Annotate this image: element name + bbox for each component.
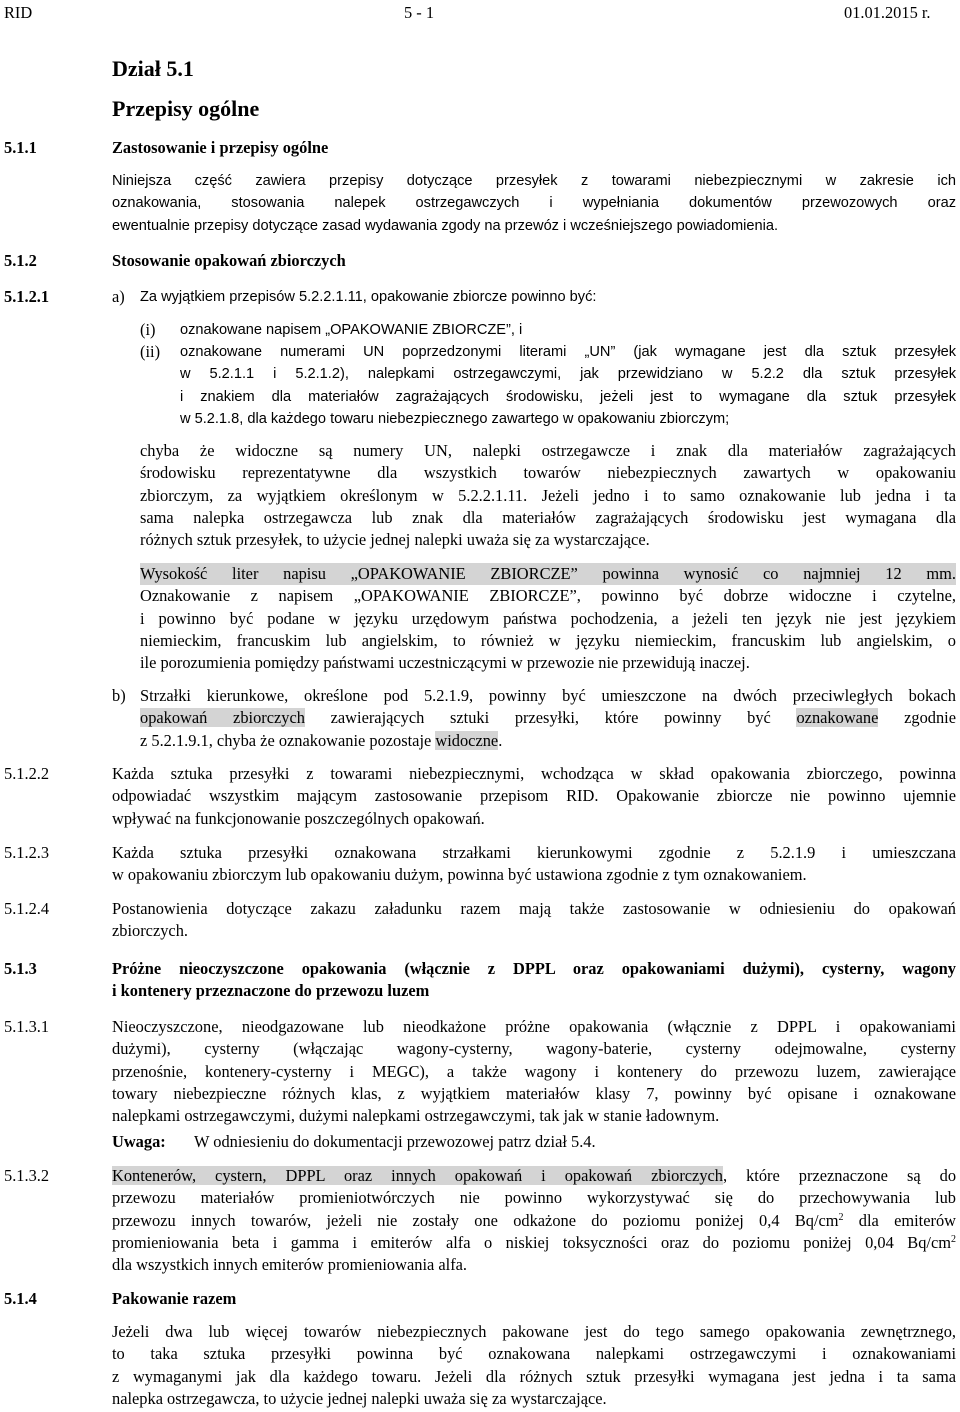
text-line — [112, 1165, 956, 1187]
text-line: odpowiadać wszystkim mającym zastosowanie przepisom RID. Opakowanie zbiorcze nie powinno ujemnie — [112, 786, 956, 806]
section-number: 5.1.2 — [4, 251, 37, 270]
text-line: Oznakowanie z napisem „OPAKOWANIE ZBIORCZE”, powinno być dobrze widoczne i czytelne, — [140, 586, 956, 606]
heading-line: i kontenery przeznaczone do przewozu luzem — [112, 981, 430, 1001]
text-line: chyba że widoczne są numery UN, nalepki ostrzegawcze i znak dla materiałów zagrażających — [140, 441, 956, 460]
section-body — [112, 842, 956, 887]
text-span: dla emiterów — [843, 1210, 956, 1230]
text-span: . — [498, 730, 503, 750]
paragraph — [140, 563, 956, 674]
section-number: 5.1.3.1 — [4, 1017, 50, 1036]
text-line: w opakowaniu zbiorczym lub opakowaniu dużym, powinna być ustawiona zgodnie z tym oznakowaniem. — [112, 865, 807, 885]
list-label: (i) — [140, 320, 156, 339]
section-number: 5.1.2.2 — [4, 764, 50, 783]
text-line: i powinno być podane w języku urzędowym państwa pochodzenia, a jeżeli ten język nie jest językiem — [140, 608, 956, 628]
section-number: 5.1.2.4 — [4, 899, 50, 918]
text-span: z 5.2.1.9.1, chyba że oznakowanie pozostaje — [140, 730, 432, 750]
text-span: promieniowania beta i gamma i emiterów alfa o niskiej toksyczności oraz do poziomu poniżej 0,04 Bq/cm — [112, 1232, 951, 1252]
text-line: oznakowane numerami UN poprzedzonymi literami „UN” (jak wymagane jest dla sztuk przesyłek — [180, 344, 956, 360]
section-body — [112, 1165, 956, 1276]
list-text — [180, 341, 956, 430]
list-text — [140, 685, 956, 752]
section-body — [112, 1321, 956, 1410]
text-line — [112, 1210, 956, 1232]
text-line: nalepkami ostrzegawczymi, dużymi nalepkami ostrzegawczymi, tak jak w stanie ładownym. — [112, 1106, 720, 1126]
text-line: zbiorczym, za wyjątkiem określonym w 5.2.2.1.11. Jeżeli jedno i to samo oznakowanie lub jedna i ta — [140, 485, 956, 505]
text-line — [140, 707, 956, 729]
section-number: 5.1.3.2 — [4, 1166, 50, 1185]
section-number: 5.1.2.3 — [4, 843, 50, 862]
text-line: różnych sztuk przesyłek, to użycie jednej nalepki uważa się za wystarczające. — [140, 530, 650, 550]
section-number: 5.1.1 — [4, 138, 37, 157]
highlight: oznakowane — [796, 708, 879, 728]
section-number: 5.1.4 — [4, 1289, 37, 1308]
list-label: a) — [112, 287, 125, 306]
list-label: (ii) — [140, 342, 161, 361]
text-span: zawierających sztuki przesyłki, które powinny być — [330, 708, 771, 728]
section-number: 5.1.2.1 — [4, 287, 50, 306]
superscript: 2 — [951, 1233, 956, 1245]
chapter-name: Przepisy ogólne — [112, 96, 260, 121]
text-line: środowisku reprezentatywne dla wszystkich towarów niebezpiecznych zawartych w opakowaniu — [140, 463, 956, 483]
text-line: z wymaganymi jak dla każdego towaru. Jeżeli dla różnych sztuk przesyłki wymagana jest jedna i ta sama — [112, 1366, 956, 1386]
section-body — [112, 170, 956, 237]
note-text: W odniesieniu do dokumentacji przewozowej patrz dział 5.4. — [194, 1132, 596, 1151]
highlight: widoczne — [435, 730, 499, 750]
section-heading: Stosowanie opakowań zbiorczych — [112, 251, 346, 270]
text-line: niemieckim, francuskim lub angielskim, to również w języku niemieckim, francuskim lub angielskim, o — [140, 630, 956, 650]
section-heading: Zastosowanie i przepisy ogólne — [112, 138, 329, 157]
text-line: przewozu materiałów promieniotwórczych nie powinno wykorzystywać się do przechowywania lub — [112, 1188, 956, 1208]
text-line: nalepka ostrzegawcza, to użycie jednej nalepki uważa się za wystarczające. — [112, 1388, 607, 1408]
text-line: i znakiem dla materiałów zagrażających środowisku, jeżeli jest to wymagane dla sztuk przesyłek — [180, 388, 956, 405]
text-line: Nieoczyszczone, nieodgazowane lub nieodkażone próżne opakowania (włącznie z DPPL i opakowaniami — [112, 1017, 956, 1036]
text-line — [112, 1232, 956, 1254]
list-text: oznakowane napisem „OPAKOWANIE ZBIORCZE”, i — [180, 322, 523, 338]
text-span: , które przeznaczone są do — [723, 1166, 957, 1185]
text-line: ewentualnie przepisy dotyczące zasad wydawania zgody na przewóz i wcześniejszego powiadomienia. — [112, 217, 779, 234]
list-label: b) — [112, 686, 126, 705]
highlighted-line: Wysokość liter napisu „OPAKOWANIE ZBIORCZE” powinna wynosić co najmniej 12 mm. — [140, 563, 956, 585]
section-body — [112, 1016, 956, 1127]
header-left: RID — [4, 3, 33, 22]
text-line: oznakowania, stosowania nalepek ostrzegawczych i wypełniania dokumentów przewozowych oraz — [112, 195, 956, 212]
text-span: zgodnie — [904, 708, 956, 728]
heading-line: Próżne nieoczyszczone opakowania (włącznie z DPPL oraz opakowaniami dużymi), cysterny, wagony — [112, 959, 956, 978]
text-line: Każda sztuka przesyłki z towarami niebezpiecznymi, wchodząca w skład opakowania zbiorczego, powinna — [112, 764, 956, 783]
text-line: sama nalepka ostrzegawcza lub znak dla materiałów zagrażających środowisku jest wymagana dla — [140, 507, 956, 527]
text-line: w 5.2.1.1 i 5.2.1.2), nalepkami ostrzegawczymi, jak przewidziano w 5.2.2 dla sztuk przesyłek — [180, 366, 956, 383]
header-right: 01.01.2015 r. — [844, 3, 931, 22]
section-body — [112, 898, 956, 943]
text-line: dla wszystkich innych emiterów promieniowania alfa. — [112, 1255, 468, 1275]
text-line: dużymi), cysterny (włączając wagony-cysterny, wagony-baterie, cysterny odejmowalne, cysterny — [112, 1039, 956, 1059]
text-line: w 5.2.1.8, dla każdego towaru niebezpiecznego zawartego w opakowaniu zbiorczym; — [180, 410, 730, 427]
section-heading: Pakowanie razem — [112, 1289, 237, 1308]
note-label: Uwaga: — [112, 1132, 166, 1151]
list-text: Za wyjątkiem przepisów 5.2.2.1.11, opakowanie zbiorcze powinno być: — [140, 289, 597, 305]
text-line: ile porozumienia pomiędzy państwami uczestniczącymi w przewozie nie przewidują inaczej. — [140, 653, 750, 673]
text-line: towary niebezpieczne różnych klas, z wyjątkiem materiałów klasy 7, powinny być opisane i oznakowane — [112, 1083, 956, 1103]
text-line: Każda sztuka przesyłki oznakowana strzałkami kierunkowymi zgodnie z 5.2.1.9 i umieszczana — [112, 843, 956, 862]
text-line: przenośnie, kontenery-cysterny i MEGC), a także wagony i kontenery do przewozu luzem, zawierające — [112, 1061, 956, 1081]
text-line: Strzałki kierunkowe, określone pod 5.2.1.9, powinny być umieszczone na dwóch przeciwległych bokach — [140, 686, 956, 705]
text-span: przewozu innych towarów, jeżeli nie zostały one odkażone do poziomu poniżej 0,4 Bq/cm — [112, 1210, 839, 1230]
paragraph — [140, 440, 956, 551]
text-line: wpływać na funkcjonowanie poszczególnych opakowań. — [112, 808, 485, 828]
superscript: 2 — [838, 1211, 844, 1223]
text-line: zbiorczych. — [112, 921, 188, 941]
chapter-title: Dział 5.1 — [112, 56, 194, 81]
header-center: 5 - 1 — [404, 3, 435, 22]
text-line: Postanowienia dotyczące zakazu załadunku razem mają także zastosowanie w odniesieniu do opakowań — [112, 899, 956, 918]
text-line — [140, 730, 956, 752]
text-line: Jeżeli dwa lub więcej towarów niebezpiecznych pakowane jest do tego samego opakowania zewnętrznego, — [112, 1322, 956, 1341]
section-heading — [112, 958, 956, 1003]
text-line: Niniejsza część zawiera przepisy dotyczące przesyłek z towarami niebezpiecznymi w zakresie ich — [112, 173, 956, 189]
section-body — [112, 763, 956, 830]
highlight: Kontenerów, cystern, DPPL oraz innych opakowań i opakowań zbiorczych — [112, 1166, 723, 1185]
section-number: 5.1.3 — [4, 959, 37, 978]
highlight: opakowań zbiorczych — [140, 708, 305, 728]
page-header — [0, 2, 960, 24]
text-line: to taka sztuka przesyłki powinna być oznakowana nalepkami ostrzegawczymi i oznakowaniami — [112, 1344, 956, 1364]
